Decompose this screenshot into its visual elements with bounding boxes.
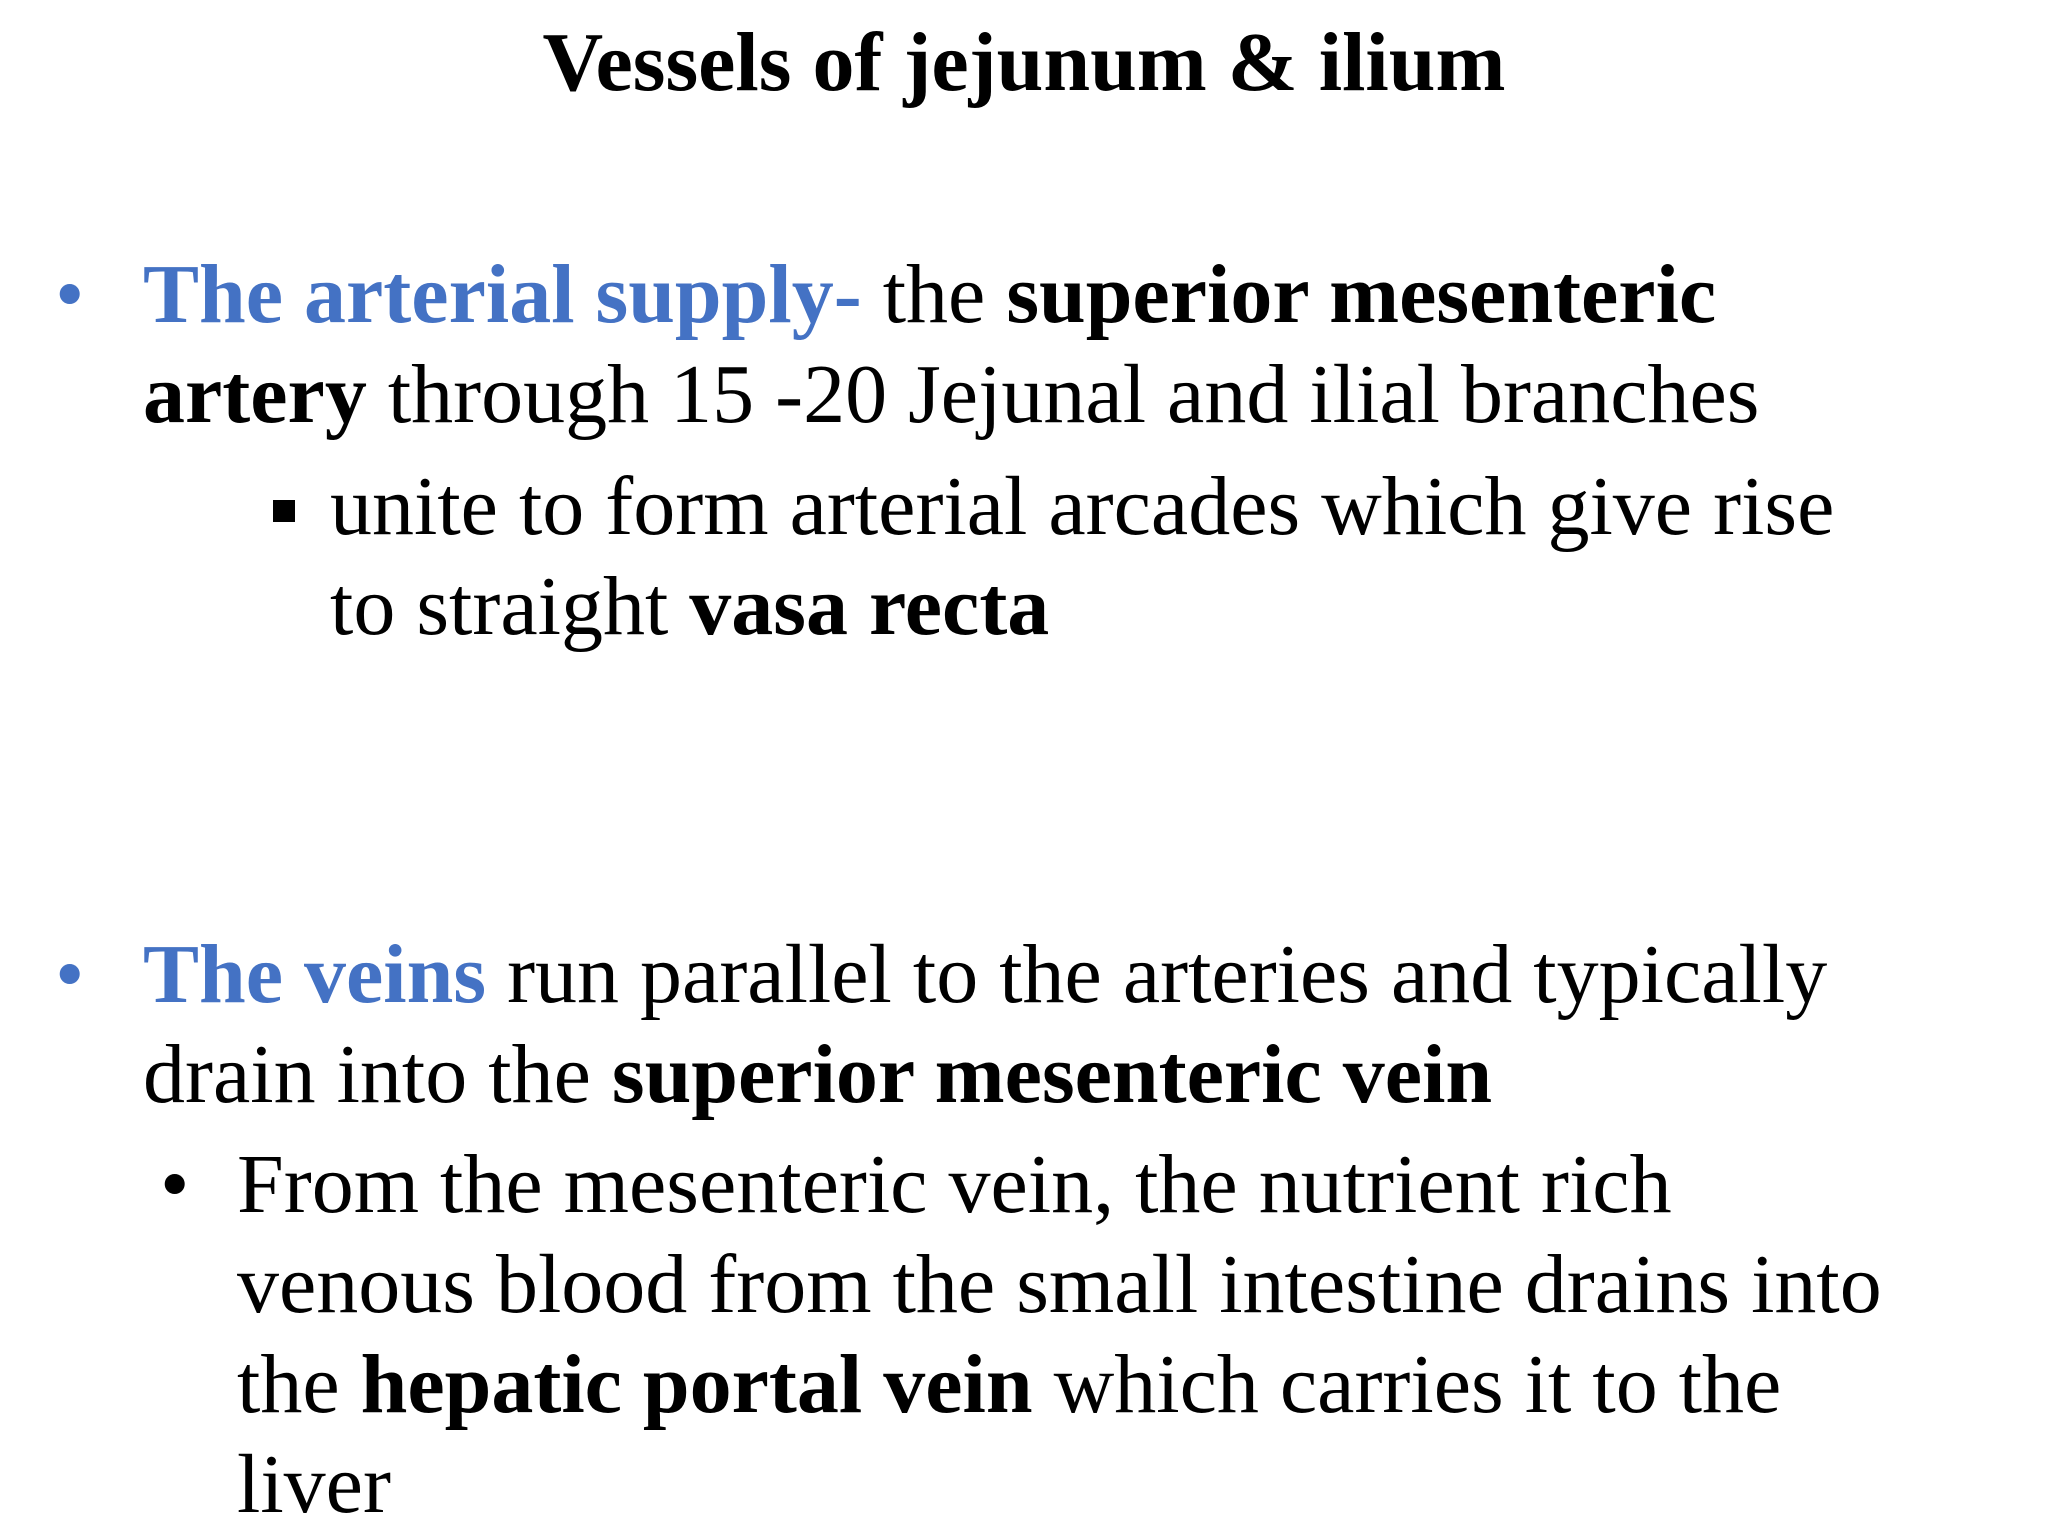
bold-span: superior mesenteric vein [611,1028,1493,1121]
sub-bullet-arcades [330,457,1834,657]
bullet-line: liver [237,1438,391,1531]
bullet-marker-1: • [55,248,85,341]
page-title: Vessels of jejunum & ilium [542,16,1506,109]
bullet-line [143,1025,1827,1125]
bullet-line [237,1335,1882,1435]
bullet-line [143,925,1827,1025]
sub-bullet-portal-vein [237,1135,1882,1535]
bullet-line [143,245,1759,345]
bullet-marker-2: • [55,928,85,1021]
sub-bullet-marker: • [160,1138,190,1231]
text-span: to straight [330,560,690,653]
bullet-lead: The arterial supply- [143,248,862,341]
square-bullet-icon [273,500,295,522]
bold-span: vasa recta [689,560,1050,653]
bullet-lead: The veins [143,928,487,1021]
bullet-line: venous blood from the small intestine drains into [237,1238,1882,1331]
text-span: which carries it to the [1032,1338,1782,1431]
text-span: the [861,248,1007,341]
text-span: drain into the [143,1028,612,1121]
text-span: the [237,1338,361,1431]
text-span: through 15 -20 Jejunal and ilial branches [366,348,1760,441]
bullet-line [143,345,1759,445]
bold-span: artery [143,348,367,441]
bullet-line: unite to form arterial arcades which give rise [330,460,1835,553]
bullet-line: From the mesenteric vein, the nutrient rich [237,1138,1672,1231]
text-span: run parallel to the arteries and typically [486,928,1828,1021]
bold-span: superior mesenteric [1006,248,1717,341]
bullet-veins [143,925,1827,1125]
bold-span: hepatic portal vein [360,1338,1033,1431]
bullet-line [330,557,1834,657]
bullet-arterial-supply [143,245,1759,445]
